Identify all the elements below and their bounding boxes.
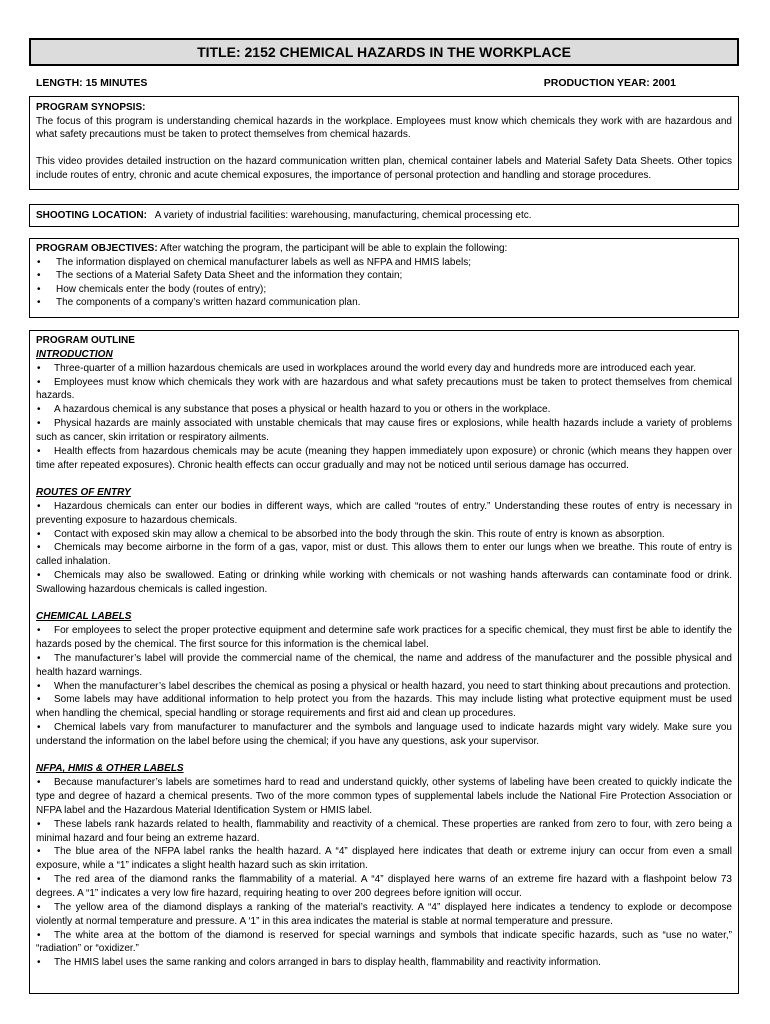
section-heading-chemical-labels: CHEMICAL LABELS [36,611,132,623]
objectives-heading: PROGRAM OBJECTIVES: [36,243,158,254]
synopsis-paragraph-2: This video provides detailed instruction on the hazard communication written plan, chemical container labels and Material Safety Data Sheets. Other topics include routes of entry, chronic and acute chemical exposures, the importance of personal protection and handling and storage procedures. [36,156,732,181]
list-item: • How chemicals enter the body (routes of entry); [37,283,267,295]
meta-row [36,77,736,89]
list-item: • For employees to select the proper protective equipment and determine safe work practices for a specific chemical, they must first be able to identify the hazards posed by the chemical. The first source for this information is the chemical label. [36,624,732,652]
list-item: • Hazardous chemicals can enter our bodies in different ways, which are called “routes of entry.” Understanding these routes of entry is necessary in preventing exposure to hazardous chemicals. [36,500,732,528]
list-item: • Chemicals may become airborne in the form of a gas, vapor, mist or dust. This allows them to enter our lungs when we breathe. This route of entry is called inhalation. [36,541,732,569]
outline-heading: PROGRAM OUTLINE [36,335,135,346]
section-heading-nfpa-hmis: NFPA, HMIS & OTHER LABELS [36,763,184,775]
list-item: • Because manufacturer’s labels are sometimes hard to read and understand quickly, other systems of labeling have been created to quickly indicate the type and degree of hazard a chemical presents. Two of the more common types of supplemental labels include the National Fire Protection Association or NFPA label and the Hazardous Material Identification System or HMIS label. [36,776,732,818]
list-item: • Three-quarter of a million hazardous chemicals are used in workplaces around the world every day and hundreds more are introduced each year. [36,362,732,376]
list-item: • The sections of a Material Safety Data Sheet and the information they contain; [37,270,403,282]
list-item: • Chemical labels vary from manufacturer to manufacturer and the symbols and language used to indicate hazards might vary widely. Make sure you understand the information on the label before using the chemical; if you have any questions, ask your supervisor. [36,721,732,749]
list-item: • Employees must know which chemicals they work with are hazardous and what safety precautions must be taken to protect themselves from chemical hazards. [36,376,732,404]
list-item: • The components of a company’s written hazard communication plan. [37,297,361,309]
list-item: • The yellow area of the diamond displays a ranking of the material’s reactivity. A “4” displayed here indicates a tendency to explode or decompose violently at normal temperature and pressure. A ‘1” in this area indicates the material is stable at normal temperature and pressure. [36,901,732,929]
list-item: • A hazardous chemical is any substance that poses a physical or health hazard to you or others in the workplace. [36,403,732,417]
list-item: • The HMIS label uses the same ranking and colors arranged in bars to display health, flammability and reactivity information. [36,956,732,970]
list-item: • Contact with exposed skin may allow a chemical to be absorbed into the body through the skin. This route of entry is known as absorption. [36,528,732,542]
list-item: • The red area of the diamond ranks the flammability of a material. A “4” displayed here warns of an extreme fire hazard with a flashpoint below 73 degrees. A “1” indicates a very low fire hazard, requiring heating to over 200 degrees before ignition will occur. [36,873,732,901]
list-item: • Health effects from hazardous chemicals may be acute (meaning they happen immediately upon exposure) or chronic (which means they happen over time after repeated exposures). Chronic health effects can occur gradually and may not be noticed until serious damage has occurred. [36,445,732,473]
production-year-label: PRODUCTION YEAR: 2001 [543,77,676,89]
document-title: TITLE: 2152 CHEMICAL HAZARDS IN THE WORKPLACE [29,38,739,66]
program-synopsis-box [29,96,739,190]
list-item: • The information displayed on chemical manufacturer labels as well as NFPA and HMIS labels; [37,256,472,268]
list-item: • Some labels may have additional information to help protect you from the hazards. This may include listing what protective equipment must be used when handling the chemical, special handling or storage requirements and first aid and clean up procedures. [36,693,732,721]
section-heading-introduction: INTRODUCTION [36,348,113,360]
synopsis-paragraph-1: The focus of this program is understanding chemical hazards in the workplace. Employees must know which chemicals they work with are hazardous and what safety precautions must be taken to protect themselves from chemical hazards. [36,115,732,141]
list-item: • When the manufacturer’s label describes the chemical as posing a physical or health hazard, you need to start thinking about precautions and protection. [36,680,732,694]
shooting-heading: SHOOTING LOCATION: [36,210,147,221]
list-item: • Physical hazards are mainly associated with unstable chemicals that may cause fires or explosions, while health hazards include a variety of problems such as cancer, skin irritation or respiratory ailments. [36,417,732,445]
synopsis-heading: PROGRAM SYNOPSIS: [36,102,146,113]
list-item: • The manufacturer’s label will provide the commercial name of the chemical, the name and address of the manufacturer and the possible physical and health hazard warnings. [36,652,732,680]
program-outline-box [29,330,739,994]
shooting-location-box [29,204,739,227]
program-objectives-box [29,238,739,318]
list-item: • The blue area of the NFPA label ranks the health hazard. A “4” displayed here indicates that death or extreme injury can occur from even a small exposure, while a “1” indicates a slight health hazard such as skin irritation. [36,845,732,873]
list-item: • Chemicals may also be swallowed. Eating or drinking while working with chemicals or not washing hands afterwards can contaminate food or drink. Swallowing hazardous chemicals is called ingestion. [36,569,732,597]
list-item: • These labels rank hazards related to health, flammability and reactivity of a chemical. These properties are ranked from zero to four, with zero being a minimal hazard and four being an extreme hazard. [36,818,732,846]
length-label: LENGTH: 15 MINUTES [36,77,148,89]
objectives-list [36,256,732,310]
shooting-text: A variety of industrial facilities: warehousing, manufacturing, chemical processing etc. [154,210,532,221]
list-item: • The white area at the bottom of the diamond is reserved for special warnings and symbols that indicate specific hazards, such as “use no water,” “radiation” or “oxidizer.” [36,929,732,957]
objectives-intro: After watching the program, the participant will be able to explain the following: [159,243,508,254]
section-heading-routes-of-entry: ROUTES OF ENTRY [36,487,131,499]
